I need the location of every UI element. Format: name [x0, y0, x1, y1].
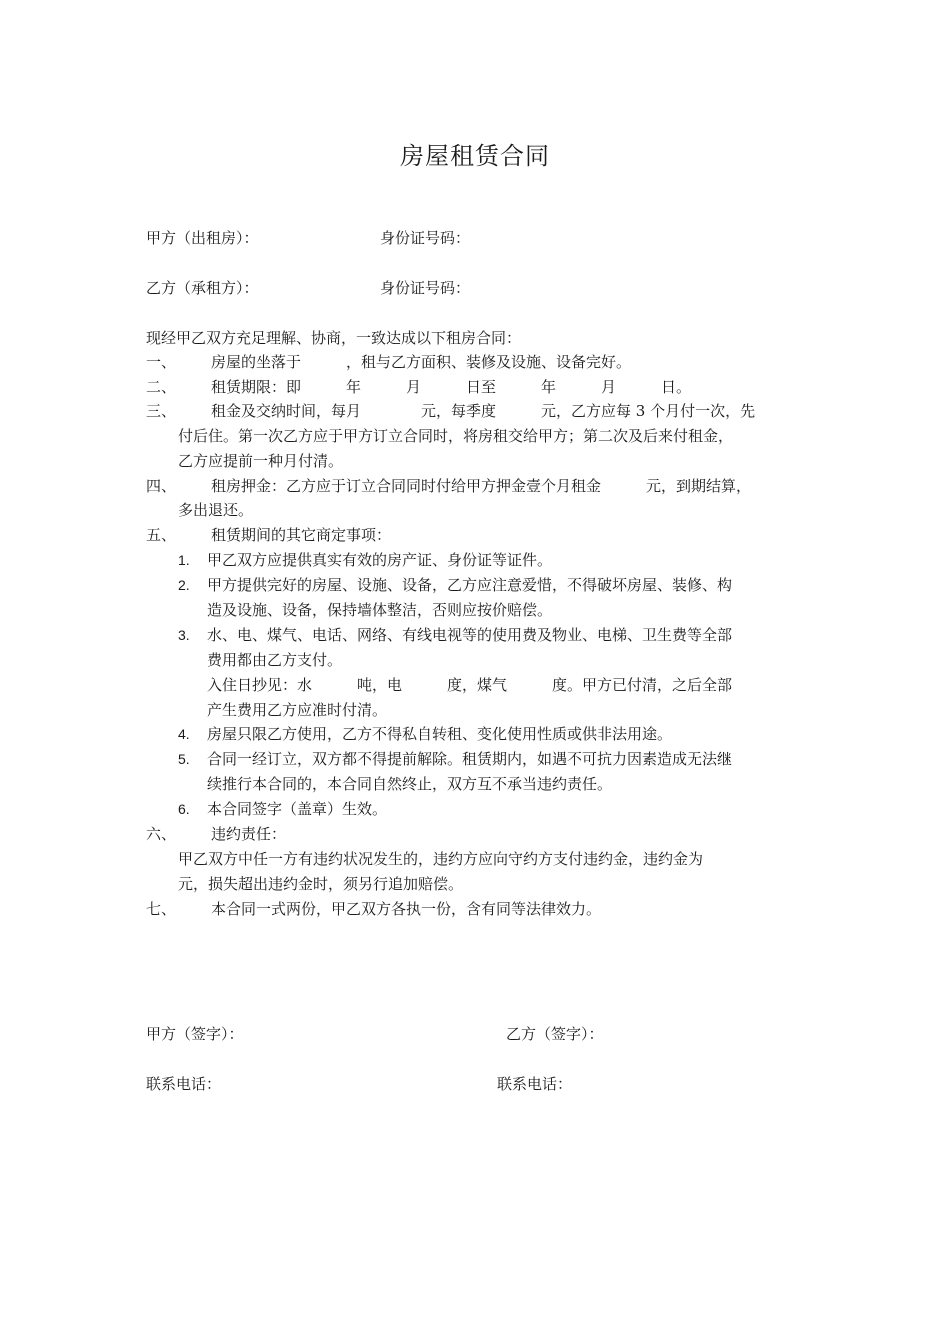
item-2-number: 2. — [178, 577, 190, 593]
document-title: 房屋租赁合同 — [400, 142, 550, 170]
clause-6-text: 违约责任： — [211, 825, 287, 843]
clause-4-number: 四、 — [146, 477, 177, 495]
item-3-line-3: 入住日抄见：水 吨，电 度，煤气 度。甲方已付清，之后全部 — [207, 676, 733, 694]
clause-6-line-1: 甲乙双方中任一方有违约状况发生的，违约方应向守约方支付违约金，违约金为 — [178, 850, 704, 868]
clause-6-number: 六、 — [146, 825, 177, 843]
clause-2-text: 租赁期限：即 年 月 日至 年 月 日。 — [211, 378, 692, 396]
item-2-line-2: 造及设施、设备，保持墙体整洁，否则应按价赔偿。 — [207, 601, 553, 619]
party-a-phone-label: 联系电话： — [146, 1075, 222, 1093]
clause-7-text: 本合同一式两份，甲乙双方各执一份，含有同等法律效力。 — [211, 900, 602, 918]
item-5-line-1: 合同一经订立，双方都不得提前解除。租赁期内，如遇不可抗力因素造成无法继 — [207, 750, 733, 768]
party-b-signature-label: 乙方（签字）： — [506, 1025, 604, 1043]
clause-2-number: 二、 — [146, 378, 177, 396]
clause-4-line-1: 租房押金：乙方应于订立合同同时付给甲方押金壹个月租金 元，到期结算， — [211, 477, 752, 495]
clause-5-text: 租赁期间的其它商定事项： — [211, 526, 392, 544]
party-b-id-label: 身份证号码： — [380, 279, 471, 297]
clause-3-line-2: 付后住。第一次乙方应于甲方订立合同时，将房租交给甲方；第二次及后来付租金， — [178, 427, 734, 445]
item-3-line-2: 费用都由乙方支付。 — [207, 651, 343, 669]
clause-4-line-2: 多出退还。 — [178, 501, 254, 519]
clause-7-number: 七、 — [146, 900, 177, 918]
party-a-label: 甲方（出租房）： — [146, 229, 259, 247]
party-b-phone-label: 联系电话： — [497, 1075, 573, 1093]
item-5-number: 5. — [178, 751, 190, 767]
clause-1-number: 一、 — [146, 353, 177, 371]
clause-3-line-1: 租金及交纳时间，每月 元，每季度 元，乙方应每 3 个月付一次，先 — [211, 402, 756, 420]
item-4-number: 4. — [178, 726, 190, 742]
clause-3-number: 三、 — [146, 402, 177, 420]
item-2-line-1: 甲方提供完好的房屋、设施、设备，乙方应注意爱惜，不得破坏房屋、装修、构 — [207, 576, 733, 594]
clause-5-number: 五、 — [146, 526, 177, 544]
party-b-label: 乙方（承租方）： — [146, 279, 259, 297]
item-1-line-1: 甲乙双方应提供真实有效的房产证、身份证等证件。 — [207, 551, 553, 569]
item-6-line-1: 本合同签字（盖章）生效。 — [207, 800, 388, 818]
item-3-line-1: 水、电、煤气、电话、网络、有线电视等的使用费及物业、电梯、卫生费等全部 — [207, 626, 733, 644]
party-a-signature-label: 甲方（签字）： — [146, 1025, 244, 1043]
item-6-number: 6. — [178, 801, 190, 817]
intro-text: 现经甲乙双方充足理解、协商，一致达成以下租房合同： — [146, 329, 522, 347]
item-3-line-4: 产生费用乙方应准时付清。 — [207, 701, 388, 719]
item-1-number: 1. — [178, 552, 190, 568]
party-a-id-label: 身份证号码： — [380, 229, 471, 247]
item-5-line-2: 续推行本合同的，本合同自然终止，双方互不承当违约责任。 — [207, 775, 613, 793]
item-4-line-1: 房屋只限乙方使用，乙方不得私自转租、变化使用性质或供非法用途。 — [207, 725, 673, 743]
clause-6-line-2: 元，损失超出违约金时，须另行追加赔偿。 — [178, 875, 464, 893]
clause-3-line-3: 乙方应提前一种月付清。 — [178, 452, 344, 470]
clause-1-text: 房屋的坐落于 ，租与乙方面积、装修及设施、设备完好。 — [211, 353, 632, 371]
item-3-number: 3. — [178, 627, 190, 643]
